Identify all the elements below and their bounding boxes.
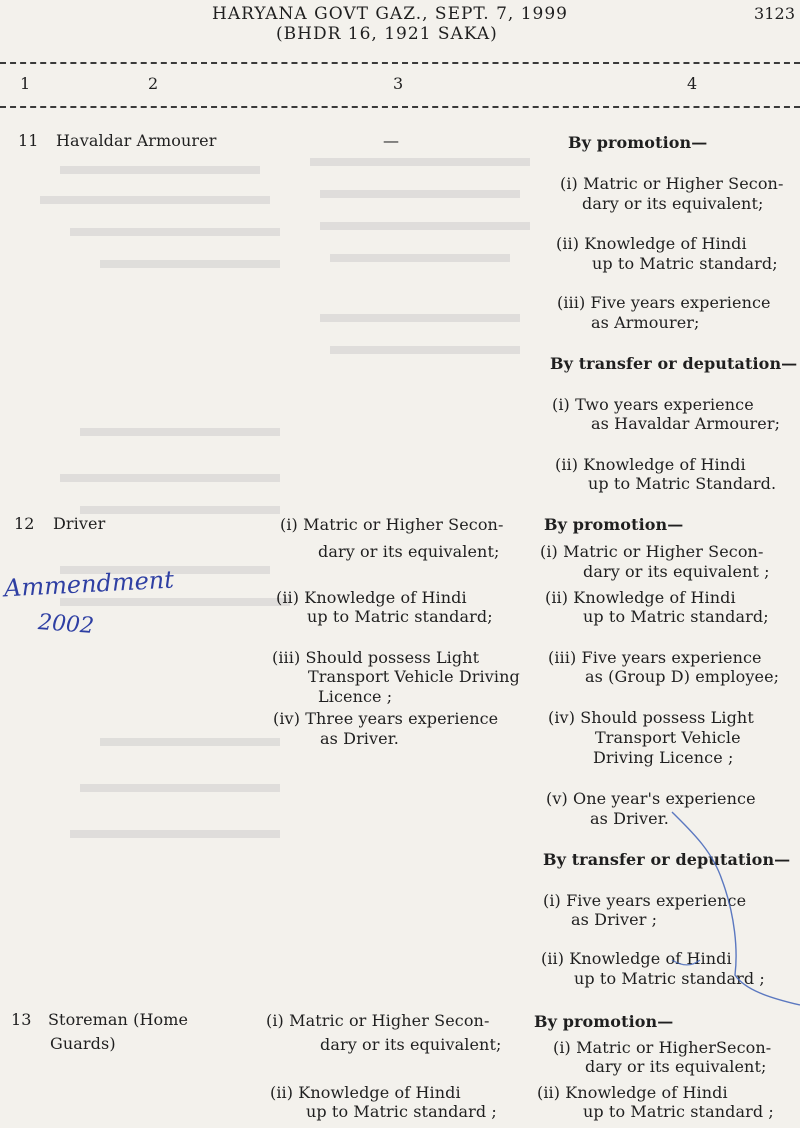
qualification-line: Driving Licence ; xyxy=(593,748,734,767)
qualification-line: as (Group D) employee; xyxy=(585,667,780,686)
row-number: 11 xyxy=(18,131,39,150)
gazette-title: HARYANA GOVT GAZ., SEPT. 7, 1999 xyxy=(212,4,568,24)
qualification-line: as Havaldar Armourer; xyxy=(591,414,781,433)
qualification-line: up to Matric standard; xyxy=(307,607,493,626)
qualification-line: (i) Matric or HigherSecon- xyxy=(553,1038,772,1057)
col3-dash: — xyxy=(383,131,400,150)
qualification-line: up to Matric standard ; xyxy=(583,1102,774,1121)
qualification-line: up to Matric standard ; xyxy=(306,1102,497,1121)
qualification-line: as Driver. xyxy=(590,809,669,828)
qualification-line: dary or its equivalent; xyxy=(320,1035,502,1054)
qualification-line: as Driver. xyxy=(320,729,399,748)
qualification-line: (i) Five years experience xyxy=(543,891,747,910)
qualification-line: (i) Matric or Higher Secon- xyxy=(266,1011,490,1030)
gazette-subtitle: (BHDR 16, 1921 SAKA) xyxy=(276,24,498,44)
qualification-line: dary or its equivalent; xyxy=(318,542,500,561)
qualification-line: (iv) Should possess Light xyxy=(548,708,754,727)
post-name: Guards) xyxy=(50,1034,116,1053)
qualification-line: (i) Matric or Higher Secon- xyxy=(560,174,784,193)
row-number: 12 xyxy=(14,514,35,533)
qualification-line: (ii) Knowledge of Hindi xyxy=(270,1083,461,1102)
pen-stroke-path xyxy=(672,812,800,1005)
qualification-line: (ii) Knowledge of Hindi xyxy=(537,1083,728,1102)
qualification-line: (ii) Knowledge of Hindi xyxy=(545,588,736,607)
qualification-line: dary or its equivalent ; xyxy=(583,562,770,581)
qualification-line: (ii) Knowledge of Hindi xyxy=(556,234,747,253)
qualification-line: dary or its equivalent; xyxy=(582,194,764,213)
qualification-line: (ii) Knowledge of Hindi xyxy=(555,455,746,474)
qualification-line: dary or its equivalent; xyxy=(585,1057,767,1076)
transfer-heading: By transfer or deputation— xyxy=(550,354,798,373)
qualification-line: (ii) Knowledge of Hindi xyxy=(541,949,732,968)
qualification-line: (i) Matric or Higher Secon- xyxy=(540,542,764,561)
promotion-heading: By promotion— xyxy=(568,133,708,152)
column-header-4: 4 xyxy=(687,74,698,93)
qualification-line: up to Matric standard ; xyxy=(574,969,765,988)
promotion-heading: By promotion— xyxy=(544,515,684,534)
qualification-line: (v) One year's experience xyxy=(546,789,756,808)
qualification-line: (iv) Three years experience xyxy=(273,709,499,728)
pen-stroke-curl xyxy=(672,960,700,965)
qualification-line: (iii) Five years experience xyxy=(548,648,762,667)
qualification-line: (iii) Five years experience xyxy=(557,293,771,312)
column-header-3: 3 xyxy=(393,74,404,93)
post-name: Havaldar Armourer xyxy=(56,131,217,150)
row-number: 13 xyxy=(11,1010,32,1029)
qualification-line: (ii) Knowledge of Hindi xyxy=(276,588,467,607)
post-name: Driver xyxy=(53,514,106,533)
qualification-line: Transport Vehicle xyxy=(595,728,741,747)
qualification-line: Transport Vehicle Driving xyxy=(308,667,520,686)
qualification-line: (iii) Should possess Light xyxy=(272,648,480,667)
post-name: Storeman (Home xyxy=(48,1010,189,1029)
qualification-line: (i) Two years experience xyxy=(552,395,754,414)
qualification-line: (i) Matric or Higher Secon- xyxy=(280,515,504,534)
promotion-heading: By promotion— xyxy=(534,1012,674,1031)
qualification-line: up to Matric standard; xyxy=(583,607,769,626)
column-header-2: 2 xyxy=(148,74,159,93)
qualification-line: as Armourer; xyxy=(591,313,700,332)
qualification-line: up to Matric standard; xyxy=(592,254,778,273)
column-header-1: 1 xyxy=(20,74,31,93)
handwritten-amendment-year: 2002 xyxy=(37,610,95,639)
page-number: 3123 xyxy=(754,4,796,23)
qualification-line: up to Matric Standard. xyxy=(588,474,777,493)
qualification-line: Licence ; xyxy=(318,687,393,706)
qualification-line: as Driver ; xyxy=(571,910,658,929)
handwritten-amendment-note: Ammendment xyxy=(3,565,175,603)
transfer-heading: By transfer or deputation— xyxy=(543,850,791,869)
